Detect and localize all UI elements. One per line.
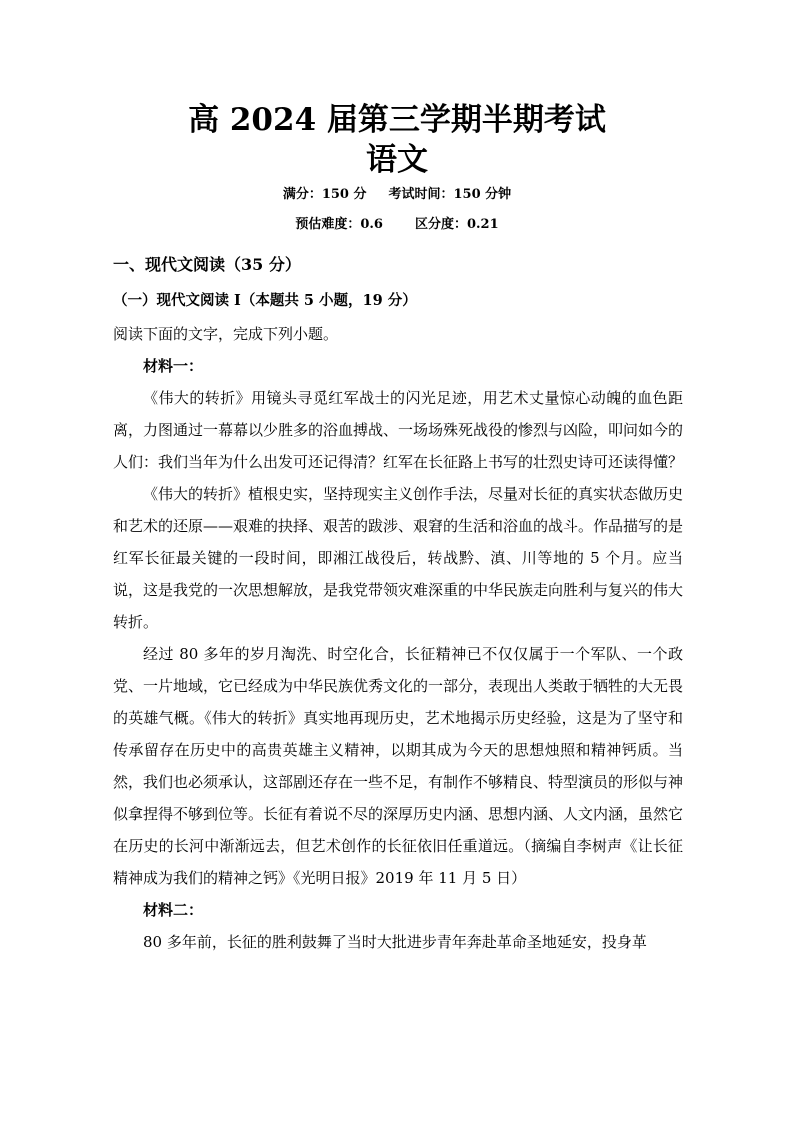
material-1-label: 材料一： bbox=[143, 357, 204, 375]
exam-time-label: 考试时间：150 分钟 bbox=[388, 187, 512, 202]
material-2-label: 材料二： bbox=[143, 901, 204, 919]
material-2-paragraph: 80 多年前，长征的胜利鼓舞了当时大批进步青年奔赴革命圣地延安，投身革 bbox=[143, 933, 647, 951]
exam-meta-line-1 bbox=[0, 185, 794, 205]
full-score-label: 满分：150 分 bbox=[282, 187, 367, 202]
section-subheading: （一）现代文阅读 I（本题共 5 小题，19 分） bbox=[113, 292, 417, 309]
material-1-paragraph: 《伟大的转折》植根史实，坚持现实主义创作手法，尽量对长征的真实状态做历史和艺术的还原——艰难的抉择、艰苦的跋涉、艰窘的生活和浴血的战斗。作品描写的是红军长征最关键的一段时间，即湘江战役后，转战黔、滇、川等地的 5 个月。应当说，这是我党的一次思想解放，是我党带领灾难深重的中华民族走向胜利与复兴的伟大转折。 bbox=[113, 485, 684, 631]
exam-meta-line-2 bbox=[0, 215, 794, 235]
exam-subject: 语文 bbox=[366, 142, 428, 178]
exam-body bbox=[113, 248, 683, 958]
section-heading: 一、现代文阅读（35 分） bbox=[113, 255, 301, 274]
material-1-paragraph: 经过 80 多年的岁月淘洗、时空化合，长征精神已不仅仅属于一个军队、一个政党、一片地域，它已经成为中华民族优秀文化的一部分，表现出人类敢于牺牲的大无畏的英雄气概。《伟大的转折》真实地再现历史，艺术地揭示历史经验，这是为了坚守和传承留存在历史中的高贵英雄主义精神，以期其成为今天的思想烛照和精神钙质。当然，我们也必须承认，这部剧还存在一些不足，有制作不够精良、特型演员的形似与神似拿捏得不够到位等。长征有着说不尽的深厚历史内涵、思想内涵、人文内涵，虽然它在历史的长河中渐渐远去，但艺术创作的长征依旧任重道远。（摘编自李树声《让长征精神成为我们的精神之钙》《光明日报》2019 年 11 月 5 日） bbox=[113, 645, 684, 887]
exam-title: 高 2024 届第三学期半期考试 bbox=[188, 102, 606, 138]
difficulty-label: 预估难度：0.6 bbox=[295, 217, 383, 232]
material-1-paragraph: 《伟大的转折》用镜头寻觅红军战士的闪光足迹，用艺术丈量惊心动魄的血色距离，力图通过一幕幕以少胜多的浴血搏战、一场场殊死战役的惨烈与凶险，叩问如今的人们：我们当年为什么出发可还记得清？红军在长征路上书写的壮烈史诗可还读得懂？ bbox=[113, 389, 684, 471]
discrimination-label: 区分度：0.21 bbox=[414, 217, 499, 232]
reading-instruction: 阅读下面的文字，完成下列小题。 bbox=[113, 325, 339, 343]
